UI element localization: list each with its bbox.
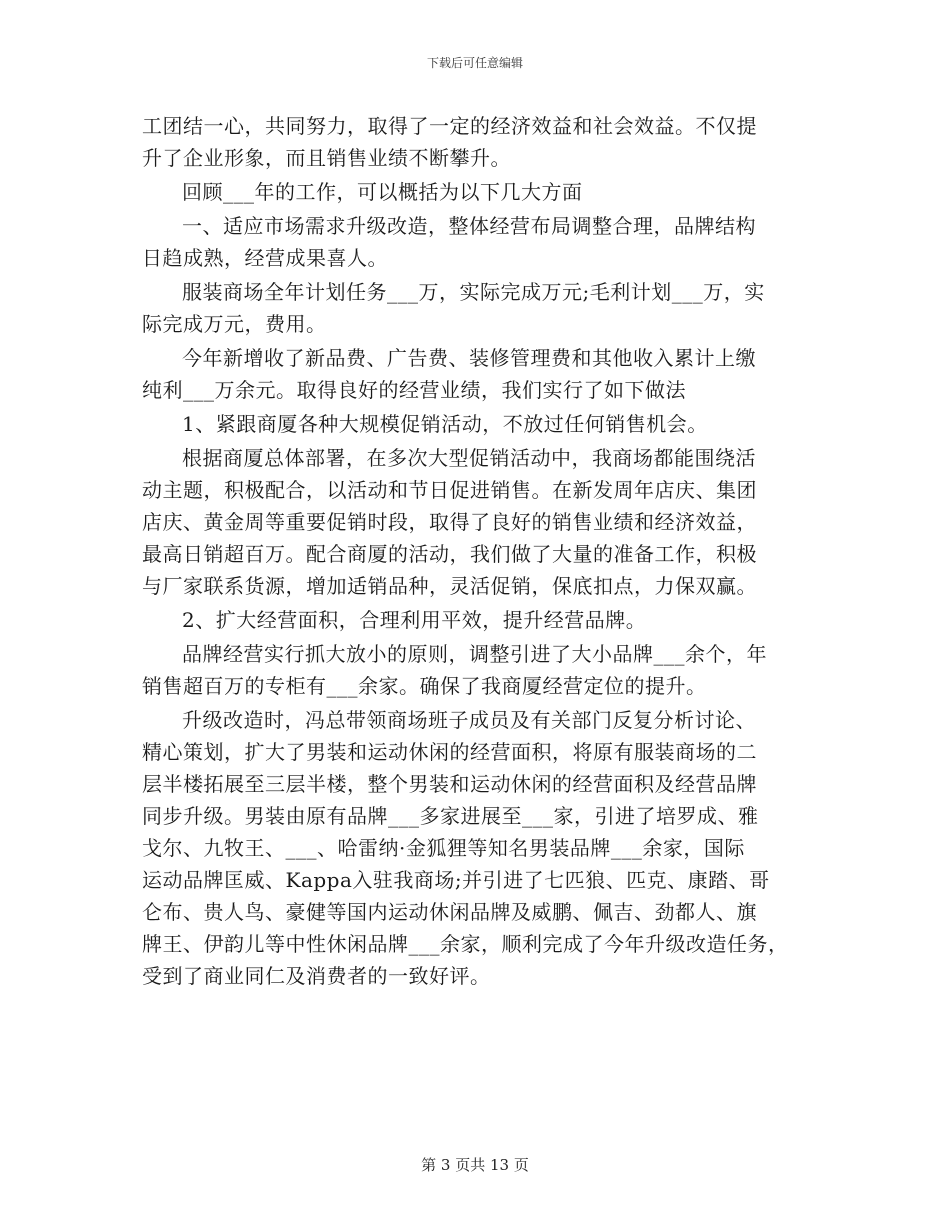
- page-header: 下载后可任意编辑: [426, 56, 523, 70]
- paragraph-line: 工团结一心，共同努力，取得了一定的经济效益和社会效益。不仅提: [142, 114, 757, 138]
- paragraph: [142, 110, 814, 174]
- paragraph: [142, 604, 814, 636]
- paragraph-line: 层半楼拓展至三层半楼，整个男装和运动休闲的经营面积及经营品牌: [142, 772, 757, 796]
- paragraph-line: 销售超百万的专柜有___余家。确保了我商厦经营定位的提升。: [142, 674, 707, 698]
- paragraph-line: 同步升级。男装由原有品牌___多家进展至___家，引进了培罗成、雅: [142, 804, 759, 828]
- paragraph-line: 一、适应市场需求升级改造，整体经营布局调整合理，品牌结构: [182, 214, 756, 238]
- paragraph-line: 仑布、贵人鸟、豪健等国内运动休闲品牌及威鹏、佩吉、劲都人、旗: [142, 900, 757, 924]
- page-number: 第 3 页共 13 页: [421, 1156, 529, 1174]
- paragraph-line: 根据商厦总体部署，在多次大型促销活动中，我商场都能围绕活: [182, 446, 756, 470]
- paragraph: [142, 342, 814, 406]
- paragraph: [142, 704, 814, 992]
- paragraph-line: 纯利___万余元。取得良好的经营业绩，我们实行了如下做法: [142, 378, 686, 402]
- paragraph-line: 运动品牌匡威、Kappa入驻我商场;并引进了七匹狼、匹克、康踏、哥: [142, 868, 770, 892]
- paragraph-line: 际完成万元，费用。: [142, 312, 327, 336]
- paragraph-line: 今年新增收了新品费、广告费、装修管理费和其他收入累计上缴: [182, 346, 756, 370]
- paragraph: [142, 442, 814, 602]
- paragraph-line: 精心策划，扩大了男装和运动休闲的经营面积，将原有服装商场的二: [142, 740, 757, 764]
- paragraph-line: 牌王、伊韵儿等中性休闲品牌___余家，顺利完成了今年升级改造任务，: [142, 932, 789, 956]
- paragraph-line: 最高日销超百万。配合商厦的活动，我们做了大量的准备工作，积极: [142, 542, 757, 566]
- paragraph-line: 受到了商业同仁及消费者的一致好评。: [142, 964, 491, 988]
- paragraph-line: 与厂家联系货源，增加适销品种，灵活促销，保底扣点，力保双赢。: [142, 574, 757, 598]
- paragraph-line: 1、紧跟商厦各种大规模促销活动，不放过任何销售机会。: [182, 412, 708, 436]
- paragraph-line: 戈尔、九牧王、___、哈雷纳·金狐狸等知名男装品牌___余家，国际: [142, 836, 745, 860]
- paragraph: [142, 408, 814, 440]
- paragraph-line: 品牌经营实行抓大放小的原则，调整引进了大小品牌___余个，年: [182, 642, 767, 666]
- paragraph-line: 动主题，积极配合，以活动和节日促进销售。在新发周年店庆、集团: [142, 478, 757, 502]
- paragraph-line: 2、扩大经营面积，合理利用平效，提升经营品牌。: [182, 608, 647, 632]
- paragraph-line: 店庆、黄金周等重要促销时段，取得了良好的销售业绩和经济效益，: [142, 510, 757, 534]
- paragraph-line: 回顾___年的工作，可以概括为以下几大方面: [182, 180, 583, 204]
- paragraph: [142, 638, 814, 702]
- paragraph: [142, 210, 814, 274]
- paragraph-line: 日趋成熟，经营成果喜人。: [142, 246, 388, 270]
- paragraph-line: 升级改造时，冯总带领商场班子成员及有关部门反复分析讨论、: [182, 708, 756, 732]
- paragraph: [142, 176, 814, 208]
- paragraph-line: 服装商场全年计划任务___万，实际完成万元;毛利计划___万，实: [182, 280, 765, 304]
- document-body: [142, 110, 814, 994]
- paragraph: [142, 276, 814, 340]
- paragraph-line: 升了企业形象，而且销售业绩不断攀升。: [142, 146, 511, 170]
